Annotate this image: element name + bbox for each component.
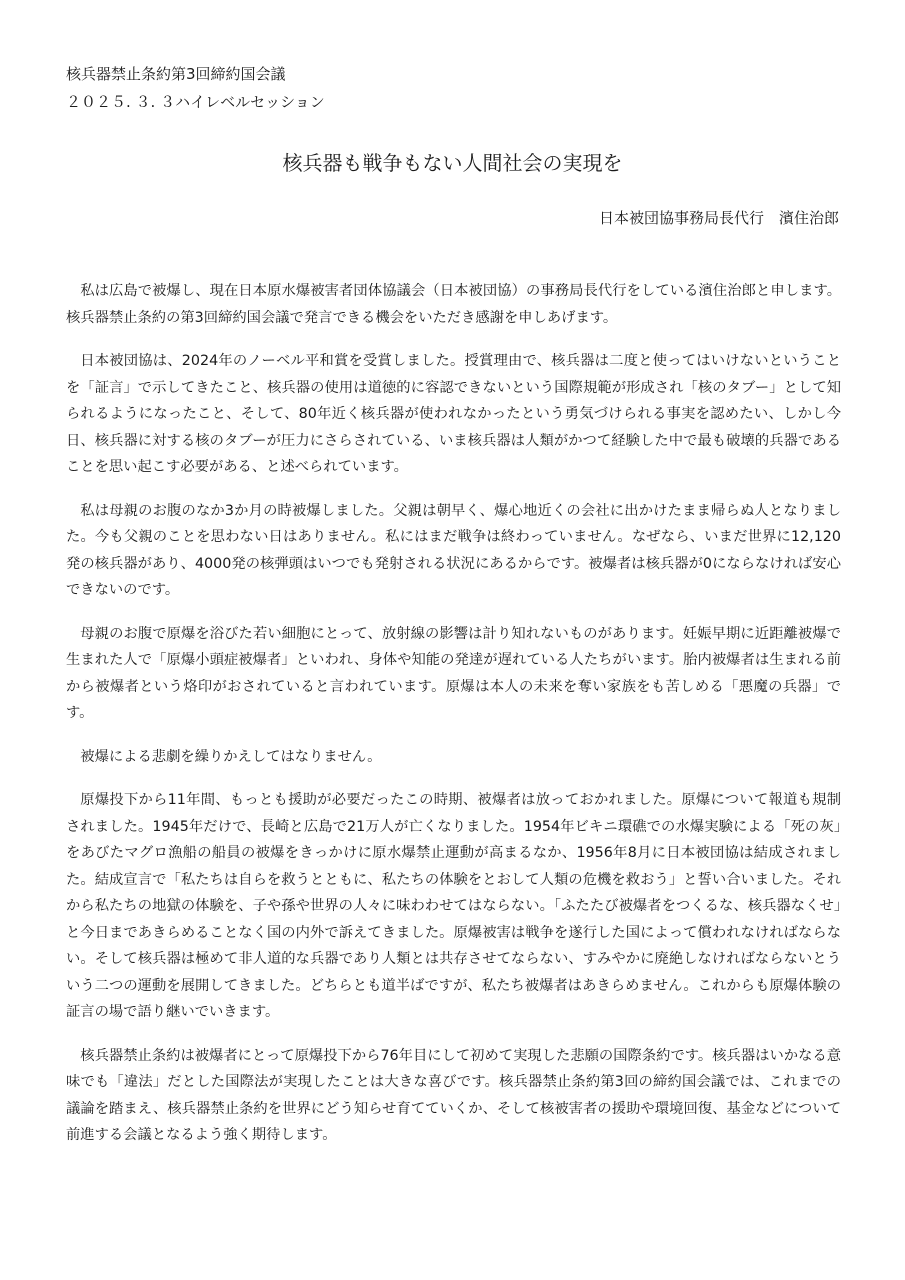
paragraph-2: 日本被団協は、2024年のノーベル平和賞を受賞しました。授賞理由で、核兵器は二度と使ってはいけないということを「証言」で示してきたこと、核兵器の使用は道徳的に容認できないという国際規範が形成され「核のタブー」として知られるようになったこと、そして、80年近く核兵器が使われなかったという勇気づけられる事実を認めたい、しかし今日、核兵器に対する核のタブーが圧力にさらされている、いま核兵器は人類がかつて経験した中で最も破壊的兵器であることを思い起こす必要がある、と述べられています。 (66, 353, 841, 475)
paragraph-4: 母親のお腹で原爆を浴びた若い細胞にとって、放射線の影響は計り知れないものがあります。妊娠早期に近距離被爆で生まれた人で「原爆小頭症被爆者」といわれ、身体や知能の発達が遅れている人たちがいます。胎内被爆者は生まれる前から被爆者という烙印がおされていると言われています。原爆は本人の未来を奪い家族をも苦しめる「悪魔の兵器」です。 (66, 625, 841, 721)
conference-name: 核兵器禁止条約第3回締約国会議 (66, 65, 286, 83)
paragraph-7: 核兵器禁止条約は被爆者にとって原爆投下から76年目にして初めて実現した悲願の国際条約です。核兵器はいかなる意味でも「違法」だとした国際法が実現したことは大きな喜びです。核兵器禁止条約第3回の締約国会議では、これまでの議論を踏まえ、核兵器禁止条約を世界にどう知らせ育てていくか、そして核被害者の援助や環境回復、基金などについて前進する会議となるよう強く期待します。 (66, 1047, 841, 1143)
document-title: 核兵器も戦争もない人間社会の実現を (282, 151, 623, 175)
paragraph-6: 原爆投下から11年間、もっとも援助が必要だったこの時期、被爆者は放っておかれました。原爆について報道も規制されました。1945年だけで、長崎と広島で21万人が亡くなりました。1954年ビキニ環礁での水爆実験による「死の灰」をあびたマグロ漁船の船員の被爆をきっかけに原水爆禁止運動が高まるなか、1956年8月に日本被団協は結成されました。結成宣言で「私たちは自らを救うとともに、私たちの体験をとおして人類の危機を救おう」と誓い合いました。それから私たちの地獄の体験を、子や孫や世界の人々に味わわせてはならない。「ふたたび被爆者をつくるな、核兵器なくせ」と今日まであきらめることなく国の内外で訴えてきました。原爆被害は戦争を遂行した国によって償われなければならない。そして核兵器は極めて非人道的な兵器であり人類とは共存させてならない、すみやかに廃絶しなければならないとういう二つの運動を展開してきました。どちらとも道半ばですが、私たち被爆者はあきらめません。これからも原爆体験の証言の場で語り継いでいきます。 (66, 792, 841, 1020)
paragraph-1: 私は広島で被爆し、現在日本原水爆被害者団体協議会（日本被団協）の事務局長代行をしている濱住治郎と申します。核兵器禁止条約の第3回締約国会議で発言できる機会をいただき感謝を申しあげます。 (66, 283, 841, 326)
paragraph-3: 私は母親のお腹のなか3か月の時被爆しました。父親は朝早く、爆心地近くの会社に出かけたまま帰らぬ人となりました。今も父親のことを思わない日はありません。私にはまだ戦争は終わっていません。なぜなら、いまだ世界に12,120発の核兵器があり、4000発の核弾頭はいつでも発射される状況にあるからです。被爆者は核兵器が0にならなければ安心できないのです。 (66, 502, 841, 598)
paragraph-5: 被爆による悲劇を繰りかえしてはなりません。 (80, 748, 382, 765)
session-date: ２０２５. ３. ３ハイレベルセッション (66, 93, 325, 111)
author-line: 日本被団協事務局長代行 濱住治郎 (598, 209, 839, 227)
document-body (66, 278, 841, 1166)
